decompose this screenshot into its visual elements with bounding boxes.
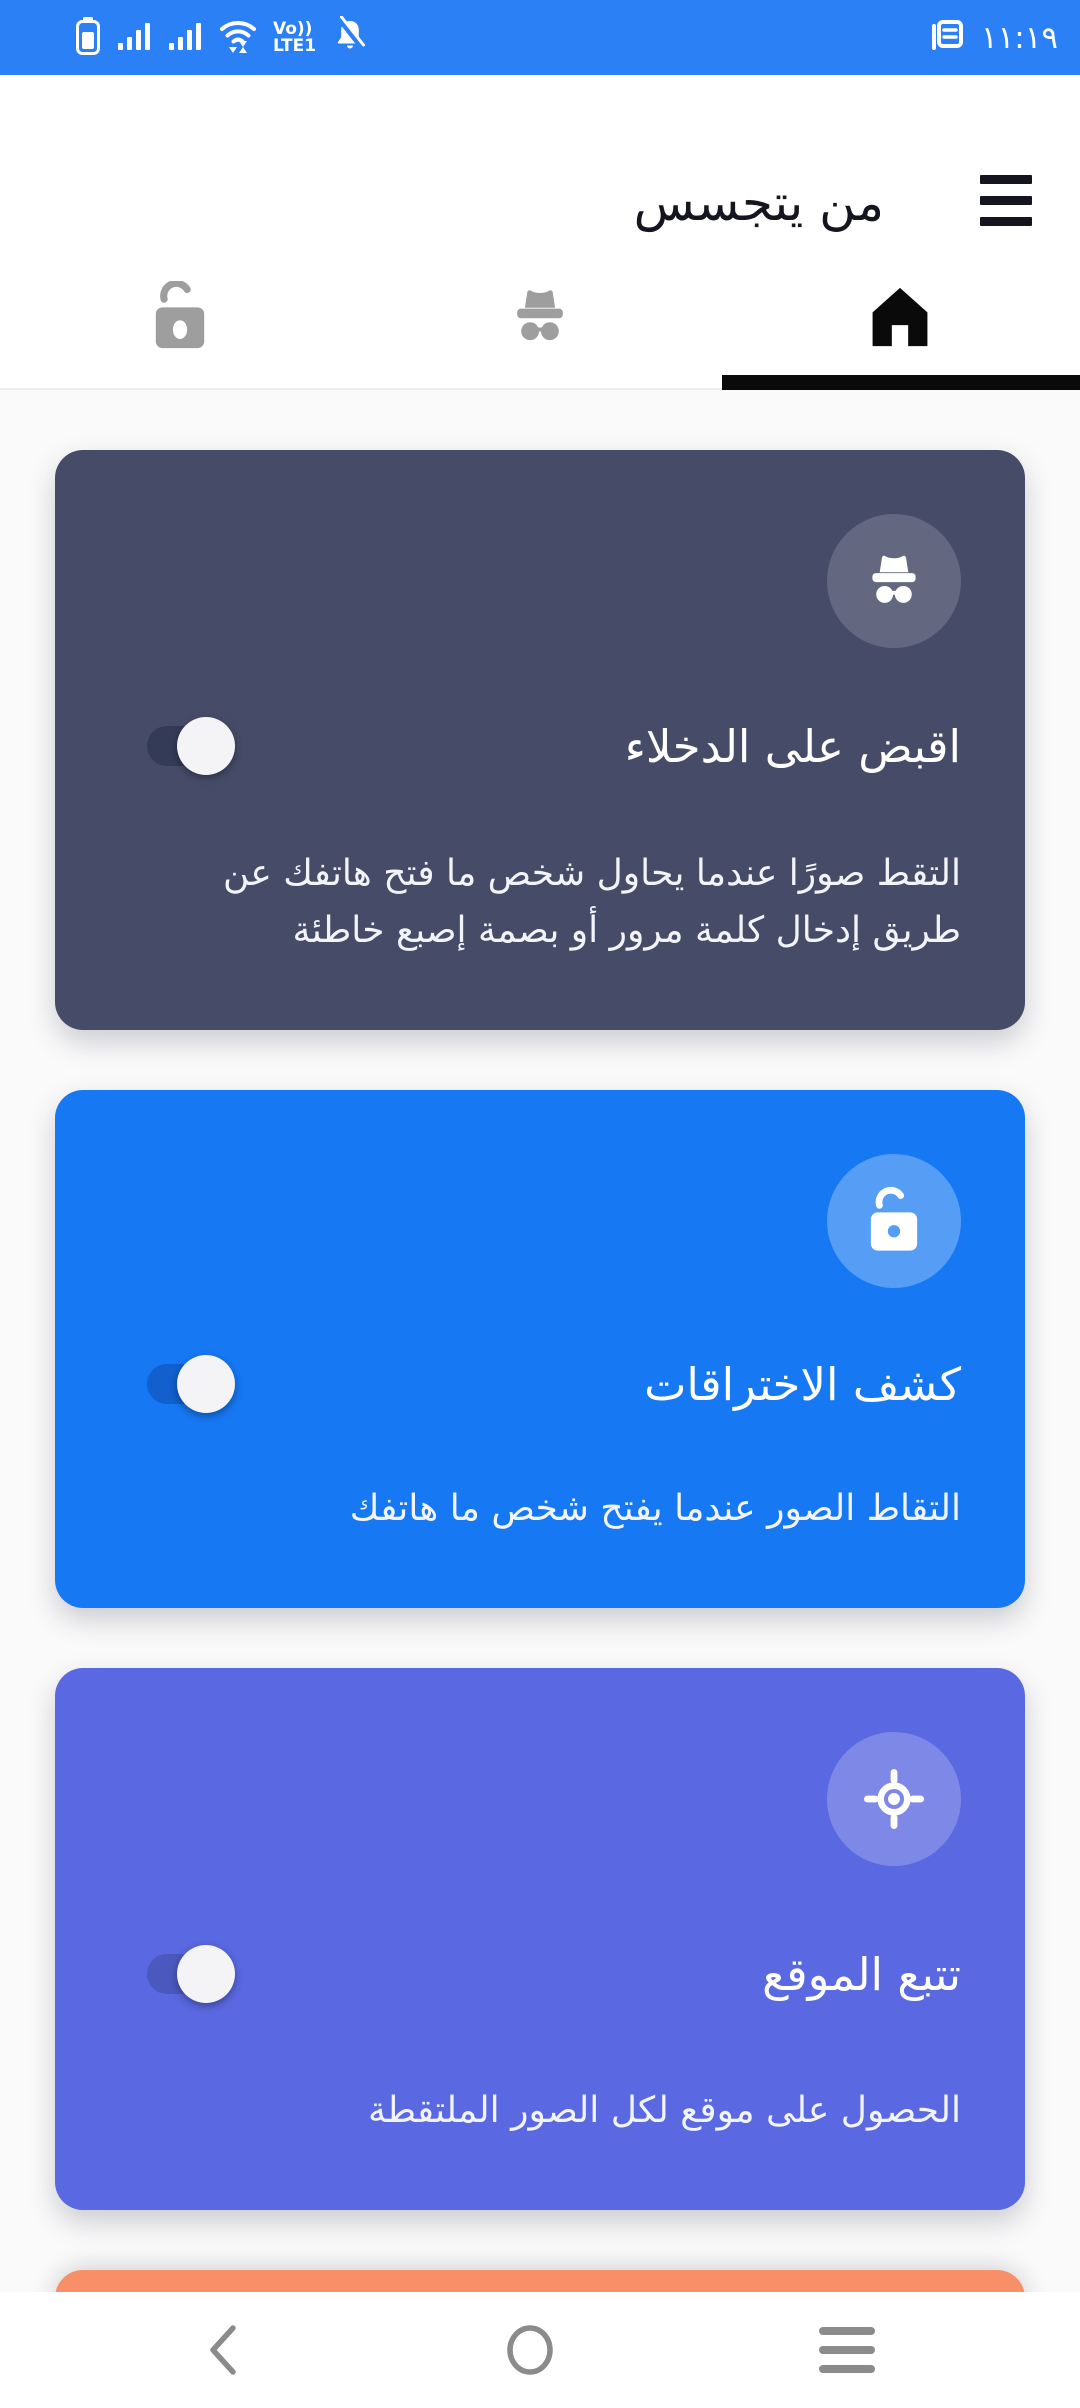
breach-detection-toggle[interactable] <box>147 1355 235 1413</box>
status-icons-left <box>75 16 369 60</box>
tab-home[interactable] <box>720 250 1080 388</box>
card-description: التقاط الصور عندما يفتح شخص ما هاتفك <box>349 1488 961 1530</box>
back-icon[interactable] <box>205 2322 241 2378</box>
card-description: التقط صورًا عندما يحاول شخص ما فتح هاتفك عن طريق إدخال كلمة مرور أو بصمة إصبع خاطئة <box>222 852 961 952</box>
bell-muted-icon <box>331 16 369 60</box>
home-icon <box>865 284 935 354</box>
battery-icon <box>75 16 101 60</box>
tab-bar <box>0 250 1080 390</box>
hamburger-icon[interactable] <box>980 169 1032 232</box>
lock-open-icon <box>147 281 213 357</box>
active-tab-indicator <box>722 375 1080 390</box>
system-nav-bar <box>0 2292 1080 2408</box>
tab-incognito[interactable] <box>360 250 720 388</box>
status-time: ١١:١٩ <box>980 19 1058 56</box>
floating-window-icon <box>926 16 966 60</box>
status-bar <box>0 0 1080 75</box>
tab-lock[interactable] <box>0 250 360 388</box>
card-description: الحصول على موقع لكل الصور الملتقطة <box>368 2090 961 2132</box>
signal-icon <box>116 18 152 58</box>
card-title: تتبع الموقع <box>762 1947 961 2001</box>
card-title: اقبض على الدخلاء <box>624 719 961 773</box>
card-location-tracking <box>55 1668 1025 2210</box>
card-breach-detection <box>55 1090 1025 1608</box>
incognito-icon <box>503 279 577 359</box>
volte-badge: Vo)) LTE1 <box>273 18 317 56</box>
lock-open-icon <box>827 1154 961 1288</box>
card-title: كشف الاختراقات <box>644 1357 961 1411</box>
recents-icon[interactable] <box>819 2327 875 2373</box>
status-icons-right <box>926 16 1058 60</box>
incognito-icon <box>827 514 961 648</box>
page-title: من يتجسس <box>633 173 884 232</box>
signal-icon <box>167 18 203 58</box>
location-tracking-toggle[interactable] <box>147 1945 235 2003</box>
card-catch-intruders <box>55 450 1025 1030</box>
app-header <box>0 75 1080 250</box>
catch-intruders-toggle[interactable] <box>147 717 235 775</box>
wifi-icon <box>218 17 258 59</box>
home-pill-icon[interactable] <box>505 2324 555 2376</box>
feature-cards <box>0 390 1080 2408</box>
gps-icon <box>827 1732 961 1866</box>
